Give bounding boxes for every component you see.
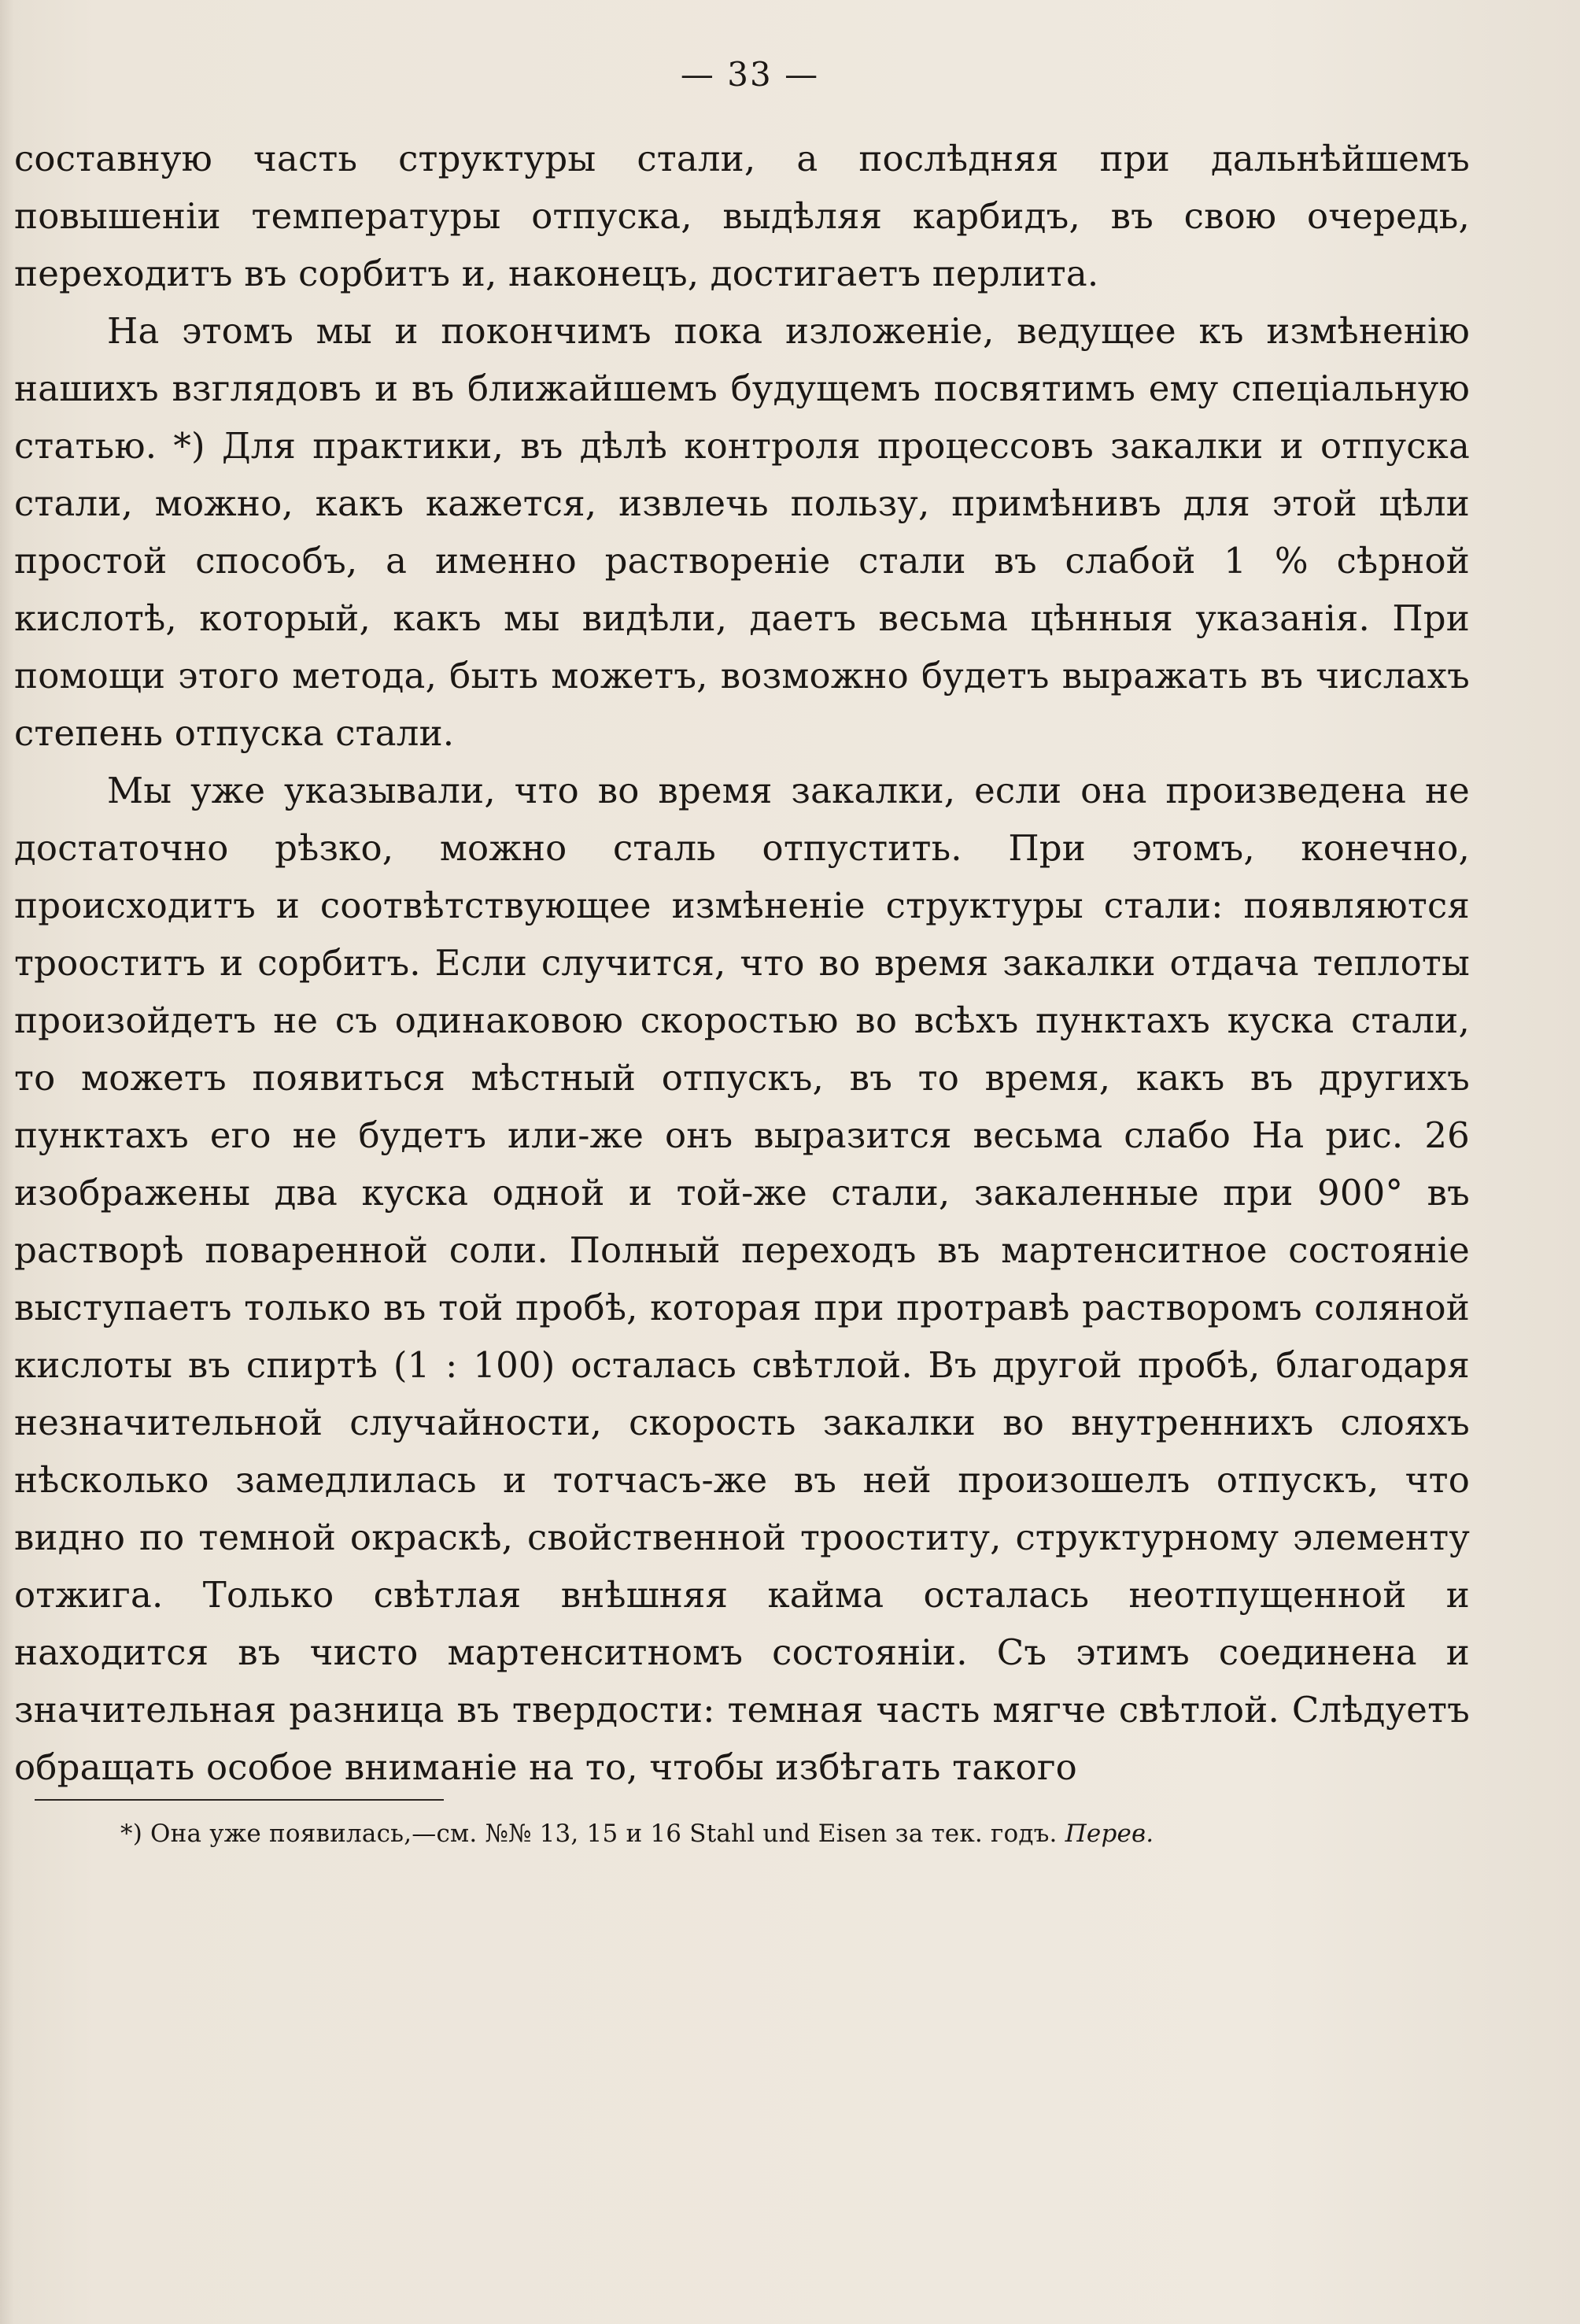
paragraph-3: Мы уже указывали, что во время закалки, если она произведена не достаточно рѣзко, можно сталь отпустить. При этомъ, конечно, происходитъ и соотвѣтствующее измѣненіе структуры стали: появляются трооститъ и сорбитъ. Если случится, что во время закалки отдача теплоты произойдетъ не съ одинаковою скоростью во всѣхъ пунктахъ куска стали, то можетъ появиться мѣстный отпускъ, въ то время, какъ въ другихъ пунктахъ его не будетъ или-же онъ выразится весьма слабо На рис. 26 изображены два куска одной и той-же стали, закаленные при 900° въ растворѣ поваренной соли. Полный переходъ въ мартенситное состояніе выступаетъ только въ той пробѣ, которая при протравѣ растворомъ соляной кислоты въ спиртѣ (1 : 100) осталась свѣтлой. Въ другой пробѣ, благодаря незначительной случайности, скорость закалки во внутреннихъ слояхъ нѣсколько замедлилась и тотчасъ-же въ ней произошелъ отпускъ, что видно по темной окраскѣ, свойственной трооститу, структурному элементу отжига. Только свѣтлая внѣшняя кайма осталась неотпущенной и находится въ чисто мартенситномъ состояніи. Съ этимъ соединена и значительная разница въ твердости: темная часть мягче свѣтлой. Слѣдуетъ обращать особое вниманіе на то, чтобы избѣгать такого (14, 770, 1470, 1788)
page-number: — 33 — (680, 55, 820, 94)
bottom-margin (14, 1853, 1486, 1994)
footnote-separator (35, 1799, 444, 1801)
main-text (14, 130, 1470, 1796)
paragraph-2: На этомъ мы и покончимъ пока изложеніе, ведущее къ измѣненію нашихъ взглядовъ и въ ближайшемъ будущемъ посвятимъ ему спеціальную статью. *) Для практики, въ дѣлѣ контроля процессовъ закалки и отпуска стали, можно, какъ кажется, извлечь пользу, примѣнивъ для этой цѣли простой способъ, а именно раствореніе стали въ слабой 1 % сѣрной кислотѣ, который, какъ мы видѣли, даетъ весьма цѣнныя указанія. При помощи этого метода, быть можетъ, возможно будетъ выражать въ числахъ степень отпуска стали. (14, 310, 1470, 754)
editor-note: Перев. (1065, 1820, 1154, 1848)
paragraph-1: составную часть структуры стали, а послѣдняя при дальнѣйшемъ повышеніи температуры отпуска, выдѣляя карбидъ, въ свою очередь, переходитъ въ сорбитъ и, наконецъ, достигаетъ перлита. (14, 138, 1470, 294)
footnote-text: *) Она уже появилась,—см. №№ 13, 15 и 16 Stahl und Eisen за тек. годъ. (120, 1820, 1058, 1848)
footnote (14, 1815, 1486, 1853)
